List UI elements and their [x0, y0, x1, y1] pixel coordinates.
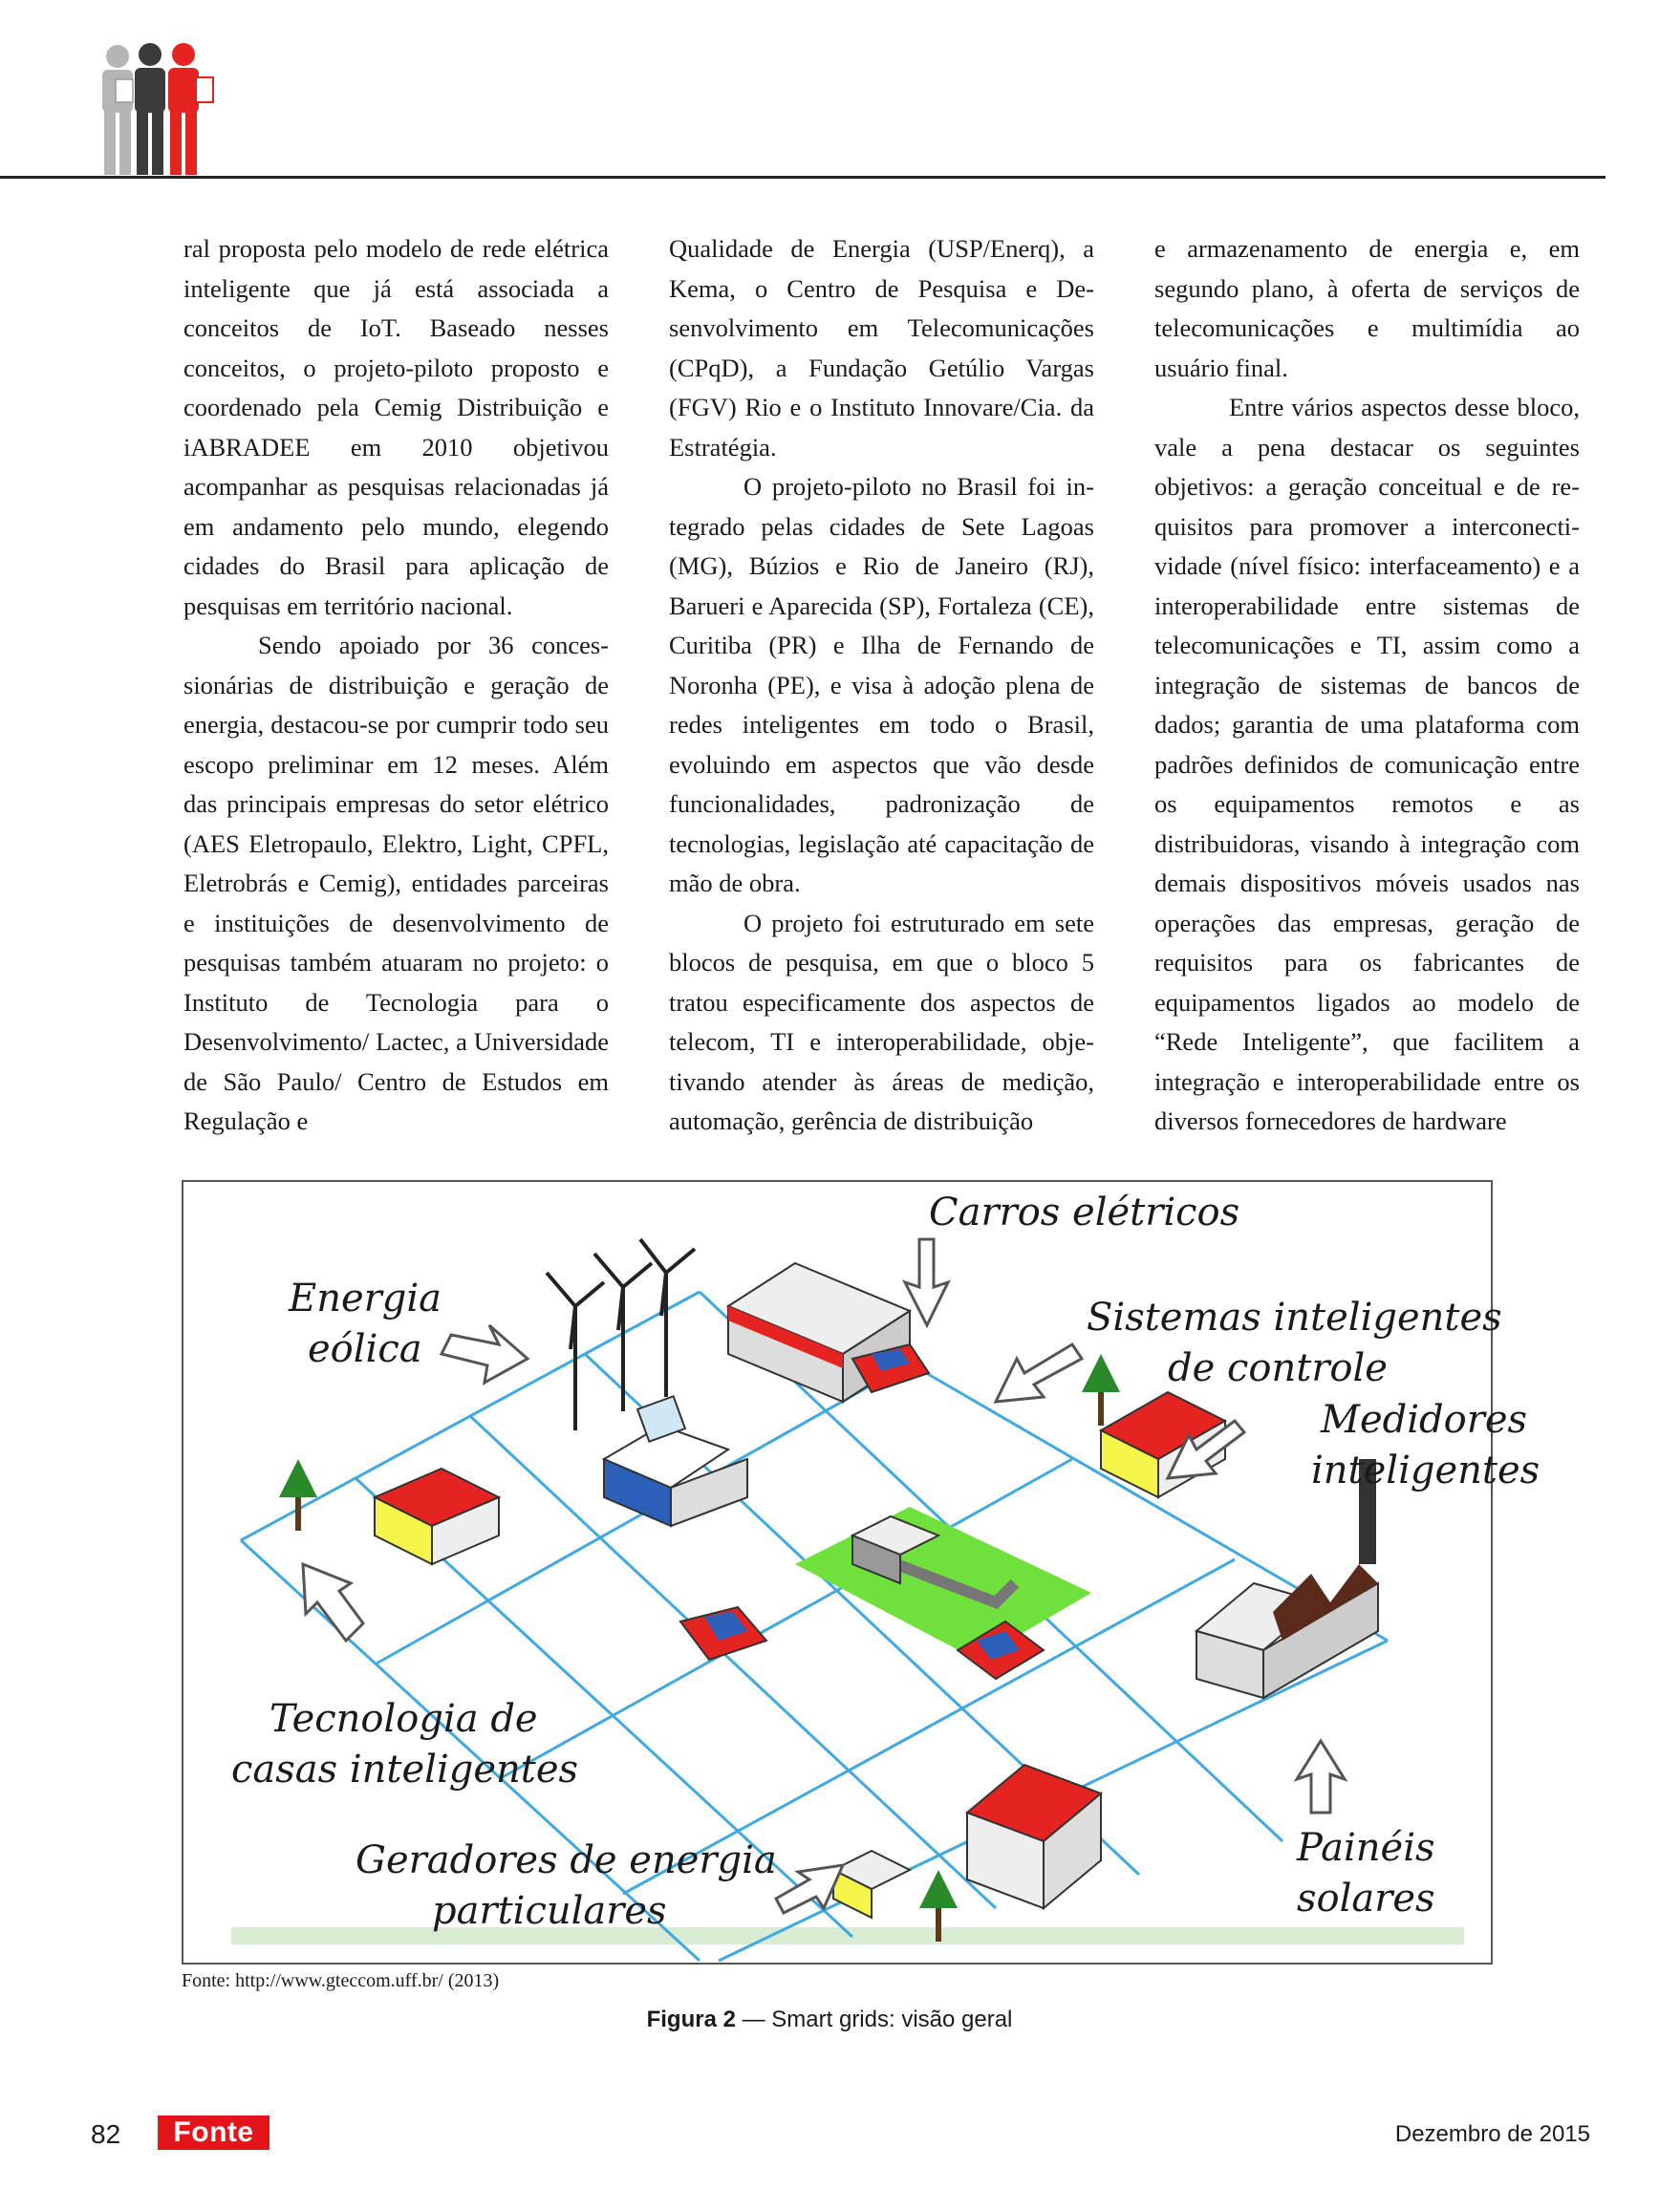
- label-carros: Carros elétricos: [929, 1191, 1240, 1235]
- paragraph: Qualidade de Energia (USP/Enerq), a Kema, o Centro de Pesquisa e Desenvolvimento em Telecomunicações (CPqD), a Fundação Getúlio Vargas (FGV) Rio e o Instituto Innovare/Cia. da Estratégia.: [669, 234, 1094, 462]
- figure-source: Fonte: http://www.gteccom.uff.br/ (2013): [182, 1970, 500, 1991]
- label-geradores-1: Geradores de energia: [356, 1838, 777, 1882]
- label-medidores-2: inteligentes: [1311, 1449, 1540, 1493]
- label-geradores-2: particulares: [432, 1889, 667, 1933]
- page-number: 82: [91, 2119, 121, 2149]
- paragraph: O projeto-piloto no Brasil foi integrado pelas cidades de Sete Lagoas (MG), Búzios e Rio de Janeiro (RJ), Barueri e Aparecida (SP), Fortaleza (CE), Curitiba (PR) e Ilha de Fernando de Noronha (PE), e visa à adoção plena de redes inteligentes em todo o Brasil, evoluindo em aspectos que vão desde funcionalidades, padronização de tecnologias, legislação até capacitação de mão de obra.: [669, 472, 1094, 897]
- generator-icon: [833, 1851, 910, 1918]
- paragraph: e armazenamento de energia e, em segundo plano, à oferta de serviços de telecomunicações e multimídia ao usuário final.: [1154, 234, 1580, 382]
- paragraph: O projeto foi estruturado em sete blocos de pesquisa, em que o bloco 5 tratou especificamente dos aspectos de telecom, TI e interoperabilidade, objetivando atender às áreas de medição, automação, gerência de distribuição: [669, 908, 1094, 1135]
- figure-caption: [0, 2007, 1659, 2033]
- smart-grid-illustration: [183, 1182, 1540, 1966]
- caption-prefix: Figura 2: [646, 2007, 736, 2032]
- paragraph: Entre vários aspectos desse bloco, vale a pena destacar os seguintes objetivos: a geração conceitual e de requisitos para promover a interconectividade (nível físico: interfaceamento) e a interoperabilidade entre sistemas de telecomunicações e TI, assim como a integração de sistemas de bancos de dados; garantia de uma plataforma com padrões definidos de comunicação entre os equipamentos remotos e as distribuidoras, visando à integração com demais dispositivos móveis usados nas operações das empresas, geração de requisitos para os fabricantes de equipamentos ligados ao modelo de “Rede Inteligente”, que facilitem a integração e interoperabilidade entre os diversos fornecedores de hardware: [1154, 393, 1580, 1135]
- issue-date: Dezembro de 2015: [1394, 2121, 1590, 2147]
- house-icon: [375, 1469, 499, 1564]
- label-tecnologia-1: Tecnologia de: [269, 1697, 538, 1741]
- label-sistemas-2: de controle: [1168, 1346, 1388, 1390]
- people-group-icon: [91, 43, 234, 177]
- house-icon: [967, 1765, 1101, 1908]
- text-column-2: [669, 229, 1094, 1142]
- label-medidores-1: Medidores: [1321, 1398, 1528, 1442]
- label-tecnologia-2: casas inteligentes: [231, 1748, 579, 1792]
- caption-text: — Smart grids: visão geral: [735, 2007, 1013, 2032]
- label-energia-1: Energia: [289, 1277, 442, 1321]
- paragraph: ral proposta pelo modelo de rede elétrica inteligente que já está associada a conceitos de IoT. Baseado nesses conceitos, o projeto-piloto proposto e coordenado pela Cemig Distribuição e iABRADEE em 2010 objetivou acompanhar as pesquisas relacionadas já em andamento pelo mundo, elegendo cidades do Brasil para aplicação de pesquisas em território nacional.: [183, 234, 609, 620]
- label-sistemas-1: Sistemas inteligentes: [1087, 1296, 1502, 1340]
- label-paineis-2: solares: [1297, 1877, 1435, 1921]
- header-rule: [0, 176, 1605, 179]
- electric-car-icon: [680, 1607, 766, 1660]
- paragraph: Sendo apoiado por 36 concessionárias de distribuição e geração de energia, destacou-se por cumprir todo seu escopo preliminar em 12 meses. Além das principais empresas do setor elétrico (AES Eletropaulo, Elektro, Light, CPFL, Eletrobrás e Cemig), entidades parceiras e instituições de desenvolvimento de pesquisas também atuaram no projeto: o Instituto de Tecnologia para o Desenvolvimento/ Lactec, a Universidade de São Paulo/ Centro de Estudos em Regulação e: [183, 631, 609, 1135]
- label-paineis-1: Painéis: [1297, 1826, 1435, 1870]
- label-energia-2: eólica: [308, 1327, 422, 1371]
- factory-icon: [1196, 1459, 1378, 1698]
- text-column-1: [183, 229, 609, 1142]
- text-column-3: [1154, 229, 1580, 1142]
- solar-house-icon: [604, 1396, 747, 1526]
- smart-grid-figure: [182, 1180, 1540, 1965]
- brand-logo: Fonte: [158, 2115, 269, 2150]
- ground-strip: [231, 1927, 1464, 1944]
